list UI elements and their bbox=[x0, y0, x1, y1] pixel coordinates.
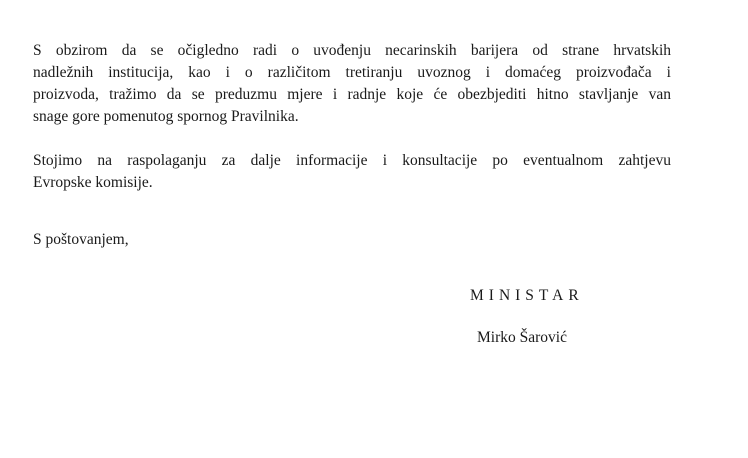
signatory-title: MINISTAR bbox=[470, 287, 584, 304]
paragraph-availability bbox=[33, 150, 671, 194]
closing-salutation: S poštovanjem, bbox=[33, 231, 129, 248]
paragraph-line: nadležnih institucija, kao i o različitom tretiranju uvoznog i domaćeg proizvođača i bbox=[33, 64, 671, 81]
paragraph-line: Stojimo na raspolaganju za dalje informacije i konsultacije po eventualnom zahtjevu bbox=[33, 152, 671, 169]
paragraph-line: snage gore pomenutog spornog Pravilnika. bbox=[33, 108, 299, 125]
paragraph-line: proizvoda, tražimo da se preduzmu mjere i radnje koje će obezbjediti hitno stavljanje van bbox=[33, 86, 671, 103]
paragraph-line: S obzirom da se očigledno radi o uvođenju necarinskih barijera od strane hrvatskih bbox=[33, 42, 671, 59]
signatory-name: Mirko Šarović bbox=[477, 329, 567, 346]
paragraph-request bbox=[33, 40, 671, 128]
paragraph-line: Evropske komisije. bbox=[33, 174, 153, 191]
